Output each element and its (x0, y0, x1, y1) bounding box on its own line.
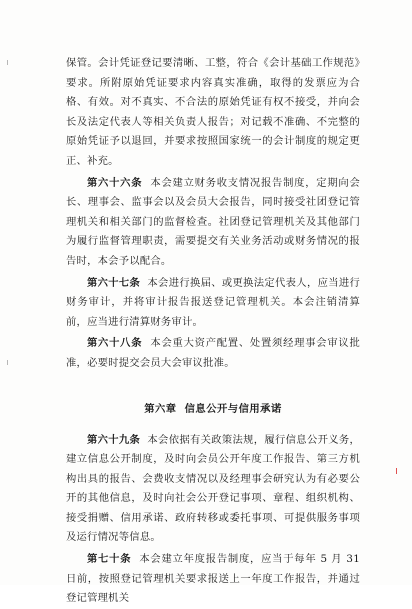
article-69-text: 本会依据有关政策法规，履行信息公开义务，建立信息公开制度，及时向会员公开年度工作报告、第三方机构出具的报告、会费收支情况以及经理事会研究认为有必要公开的其他信息，及时向社会公开登记事项、章程、组织机构、接受捐赠、信用承诺、政府转移或委托事项、可提供服务事项及运行情况等信息。 (66, 433, 361, 544)
article-70-text: 本会建立年度报告制度，应当于每年 5 月 31 日前，按照登记管理机关要求报送上一年度工作报告，并通过登记管理机关 (66, 553, 361, 605)
article-68 (66, 334, 360, 373)
article-68-number: 第六十八条 (87, 337, 143, 350)
article-69 (66, 431, 360, 549)
document-body (66, 54, 360, 609)
article-69-number: 第六十九条 (87, 433, 141, 446)
article-67-text: 本会进行换届、或更换法定代表人，应当进行财务审计，并将审计报告报送登记管理机关。本会注销清算前，应当进行清算财务审计。 (66, 276, 361, 328)
article-66-number: 第六十六条 (87, 176, 143, 189)
article-66-text: 本会建立财务收支情况报告制度，定期向会长、理事会、监事会以及会员大会报告，同时接受社团登记管理机关和相关部门的监督检查。社团登记管理机关及其他部门为履行监督管理职责，需要提交有关业务活动或财务情况的报告时，本会予以配合。 (66, 176, 361, 267)
scan-mark-right (396, 468, 397, 474)
chapter-heading (66, 400, 360, 415)
article-66 (66, 174, 360, 272)
scan-mark-top-left (7, 60, 8, 65)
scan-mark-mid-left (7, 360, 8, 365)
article-70-number: 第七十条 (87, 553, 132, 566)
chapter-title: 信息公开与信用承诺 (184, 402, 282, 415)
article-67 (66, 274, 360, 333)
chapter-label: 第六章 (144, 402, 177, 415)
paragraph-continued: 保管。会计凭证登记要清晰、工整，符合《会计基础工作规范》要求。所附原始凭证要求内容真实准确，取得的发票应为合格、有效。对不真实、不合法的原始凭证有权不接受，并向会长及法定代表人等相关负责人报告；对记载不准确、不完整的原始凭证予以退回，并要求按照国家统一的会计制度的规定更正、补充。 (66, 57, 360, 167)
article-67-number: 第六十七条 (87, 276, 141, 289)
article-68-text: 本会重大资产配置、处置须经理事会审议批准，必要时提交会员大会审议批准。 (66, 337, 361, 369)
article-70 (66, 550, 360, 609)
